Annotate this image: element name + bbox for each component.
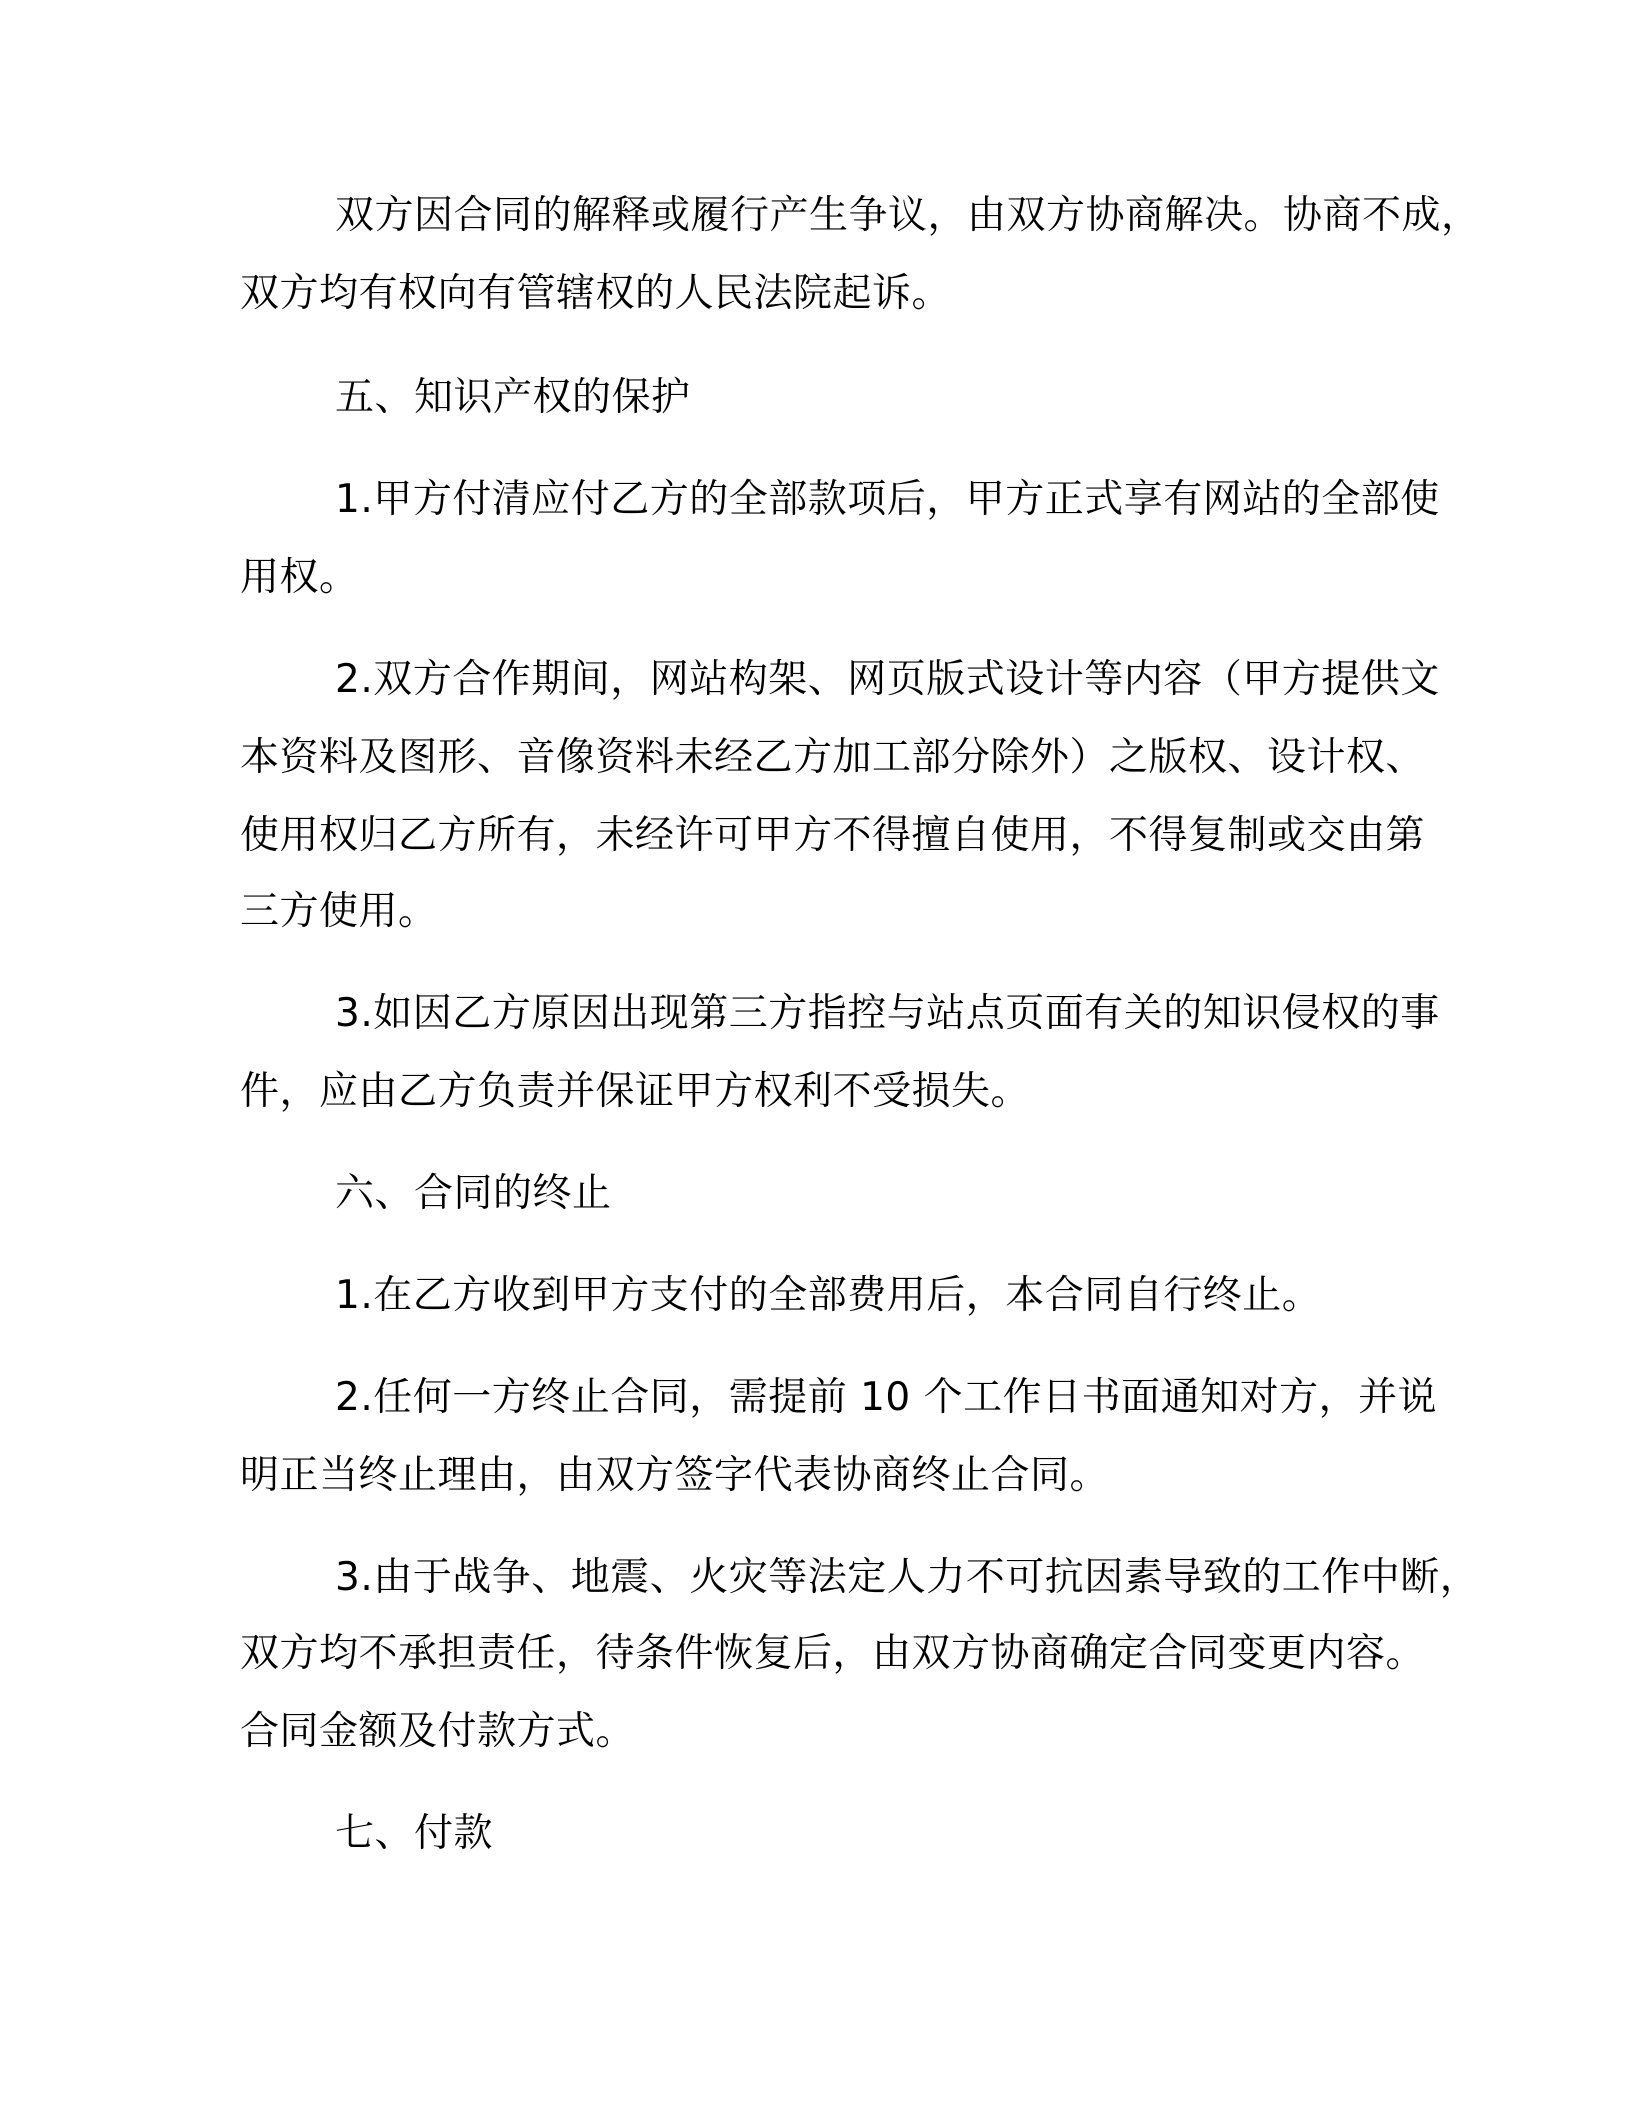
clause-5-2-line-4: 三方使用。 <box>240 889 438 934</box>
clause-5-2-line-2: 本资料及图形、音像资料未经乙方加工部分除外）之版权、设计权、 <box>240 735 1426 780</box>
clause-6-3-line-1: 3.由于战争、地震、火灾等法定人力不可抗因素导致的工作中断， <box>335 1555 1480 1600</box>
clause-6-2-line-1: 2.任何一方终止合同，需提前 10 个工作日书面通知对方，并说 <box>335 1375 1438 1420</box>
paragraph-dispute-line-1: 双方因合同的解释或履行产生争议，由双方协商解决。协商不成， <box>335 193 1481 238</box>
clause-5-1-line-1: 1.甲方付清应付乙方的全部款项后，甲方正式享有网站的全部使 <box>335 477 1440 522</box>
clause-5-3-line-1: 3.如因乙方原因出现第三方指控与站点页面有关的知识侵权的事 <box>335 991 1440 1036</box>
clause-5-2-line-1: 2.双方合作期间，网站构架、网页版式设计等内容（甲方提供文 <box>335 657 1440 702</box>
section-heading-payment: 七、付款 <box>335 1811 494 1856</box>
clause-5-1-line-2: 用权。 <box>240 555 359 600</box>
contract-amount-line: 合同金额及付款方式。 <box>240 1709 636 1754</box>
clause-6-1-line-1: 1.在乙方收到甲方支付的全部费用后，本合同自行终止。 <box>335 1273 1322 1318</box>
clause-6-2-line-2: 明正当终止理由，由双方签字代表协商终止合同。 <box>240 1453 1110 1498</box>
section-heading-termination: 六、合同的终止 <box>335 1171 612 1216</box>
clause-5-3-line-2: 件，应由乙方负责并保证甲方权利不受损失。 <box>240 1069 1031 1114</box>
clause-6-3-line-2: 双方均不承担责任，待条件恢复后，由双方协商确定合同变更内容。 <box>240 1631 1426 1676</box>
clause-5-2-line-3: 使用权归乙方所有，未经许可甲方不得擅自使用，不得复制或交由第 <box>240 813 1426 858</box>
paragraph-dispute-line-2: 双方均有权向有管辖权的人民法院起诉。 <box>240 271 952 316</box>
section-heading-ip-protection: 五、知识产权的保护 <box>335 375 691 420</box>
